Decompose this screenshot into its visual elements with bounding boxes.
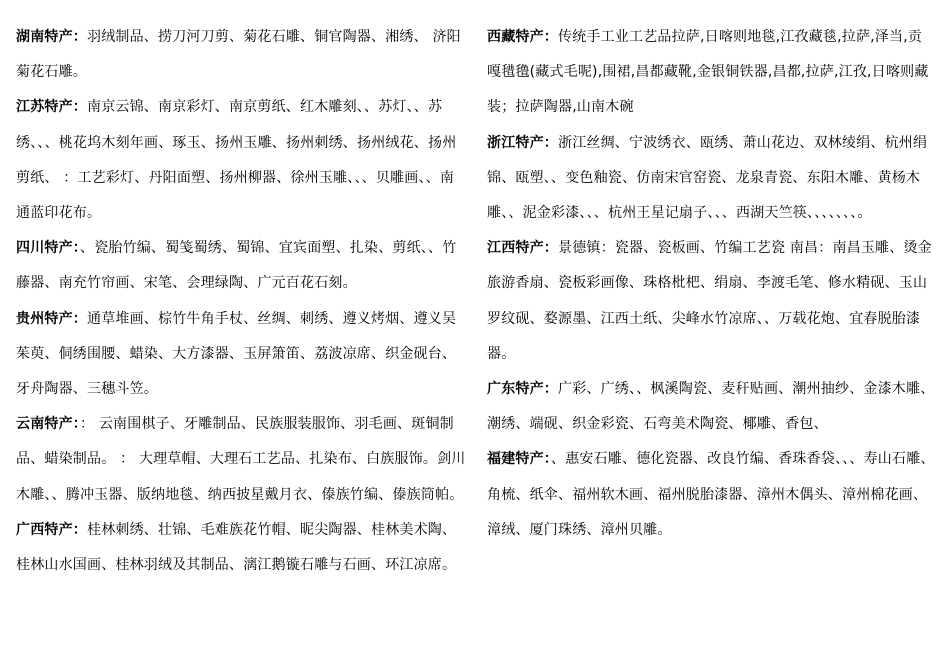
guangdong-entry bbox=[487, 372, 935, 442]
hunan-label: 湖南特产： bbox=[16, 29, 87, 45]
yunnan-text: ： 云南围棋子、牙雕制品、民族服装服饰、羽毛画、斑铜制品、蜡染制品。 ： 大理草帽、大理石工艺品、扎染布、白族服饰。剑川木雕、、腾冲玉器、版纳地毯、纳西披星戴月衣、傣族竹编、傣族筒帕。 bbox=[16, 416, 466, 503]
xizang-entry bbox=[487, 20, 935, 126]
jiangsu-text: 南京云锦、南京彩灯、南京剪纸、红木雕刻、、苏灯、、苏绣、、、桃花坞木刻年画、琢玉、扬州玉雕、扬州刺绣、扬州绒花、扬州剪纸、 ：工艺彩灯、丹阳面塑、扬州柳器、徐州玉雕、、、贝雕画、、南通蓝印花布。 bbox=[16, 99, 457, 222]
xizang-text: 传统手工业工艺品拉萨,日喀则地毯,江孜藏毯,拉萨,泽当,贡嘎氆氇(藏式毛呢),围裙,昌都藏靴,金银铜铁器,昌都,拉萨,江孜,日喀则藏装；拉萨陶器,山南木碗 bbox=[487, 29, 929, 116]
zhejiang-entry bbox=[487, 126, 935, 232]
zhejiang-label: 浙江特产： bbox=[487, 134, 558, 151]
hunan-entry bbox=[16, 20, 466, 90]
hunan-text: 羽绒制品、捞刀河刀剪、菊花石雕、铜官陶器、湘绣、 济阳菊花石雕。 bbox=[16, 29, 461, 81]
sichuan-text: 、瓷胎竹编、蜀笺蜀绣、蜀锦、宜宾面塑、扎染、剪纸、、竹藤器、南充竹帘画、宋笔、会理绿陶、广元百花石刻。 bbox=[16, 240, 457, 292]
guangxi-entry bbox=[16, 513, 466, 583]
guangxi-label: 广西特产： bbox=[16, 521, 87, 538]
guangdong-text: 广彩、广绣、、枫溪陶瓷、麦秆贴画、潮州抽纱、金漆木雕、潮绣、端砚、织金彩瓷、石弯美术陶瓷、椰雕、香包、 bbox=[487, 381, 935, 433]
fujian-entry bbox=[487, 442, 935, 548]
fujian-label: 福建特产： bbox=[487, 451, 551, 468]
jiangxi-label: 江西特产： bbox=[487, 240, 558, 257]
sichuan-entry bbox=[16, 231, 466, 301]
left-column bbox=[16, 20, 466, 583]
jiangxi-entry bbox=[487, 231, 935, 372]
jiangxi-text: 景德镇：瓷器、瓷板画、竹编工艺瓷 南昌：南昌玉雕、烫金旅游香扇、瓷板彩画像、珠格枇杷、绢扇、李渡毛笔、修水精砚、玉山罗纹砚、婺源墨、江西土纸、尖峰水竹凉席、、万载花炮、宜春脱胎漆器。 bbox=[487, 240, 932, 362]
right-column bbox=[487, 20, 935, 548]
jiangsu-label: 江苏特产： bbox=[16, 99, 87, 116]
yunnan-entry bbox=[16, 407, 466, 513]
guizhou-text: 通草堆画、棕竹牛角手杖、丝绸、刺绣、遵义烤烟、遵义吴茱萸、侗绣围腰、蜡染、大方漆器、玉屏箫笛、荔波凉席、织金砚台、牙舟陶器、三穗斗笠。 bbox=[16, 310, 457, 398]
guangxi-text: 桂林刺绣、壮锦、毛难族花竹帽、昵尖陶器、桂林美术陶、桂林山水国画、桂林羽绒及其制品、漓江鹅镟石雕与石画、环江凉席。 bbox=[16, 521, 457, 574]
xizang-label: 西藏特产： bbox=[487, 29, 558, 45]
sichuan-label: 四川特产： bbox=[16, 240, 80, 257]
zhejiang-text: 浙江丝绸、宁波绣衣、瓯绣、萧山花边、双林绫绢、杭州绢锦、瓯塑、、变色釉瓷、仿南宋官窑瓷、龙泉青瓷、东阳木雕、黄杨木雕、、泥金彩漆、、、杭州王星记扇子、、、西湖天竺筷、、、、、、、。 bbox=[487, 134, 928, 222]
guizhou-label: 贵州特产： bbox=[16, 310, 87, 327]
fujian-text: 、惠安石雕、德化瓷器、改良竹编、香珠香袋、、、寿山石雕、角梳、纸伞、福州软木画、福州脱胎漆器、漳州木偶头、漳州棉花画、漳绒、厦门珠绣、漳州贝雕。 bbox=[487, 451, 935, 538]
jiangsu-entry bbox=[16, 90, 466, 231]
guizhou-entry bbox=[16, 302, 466, 408]
yunnan-label: 云南特产： bbox=[16, 416, 80, 433]
guangdong-label: 广东特产： bbox=[487, 381, 558, 398]
